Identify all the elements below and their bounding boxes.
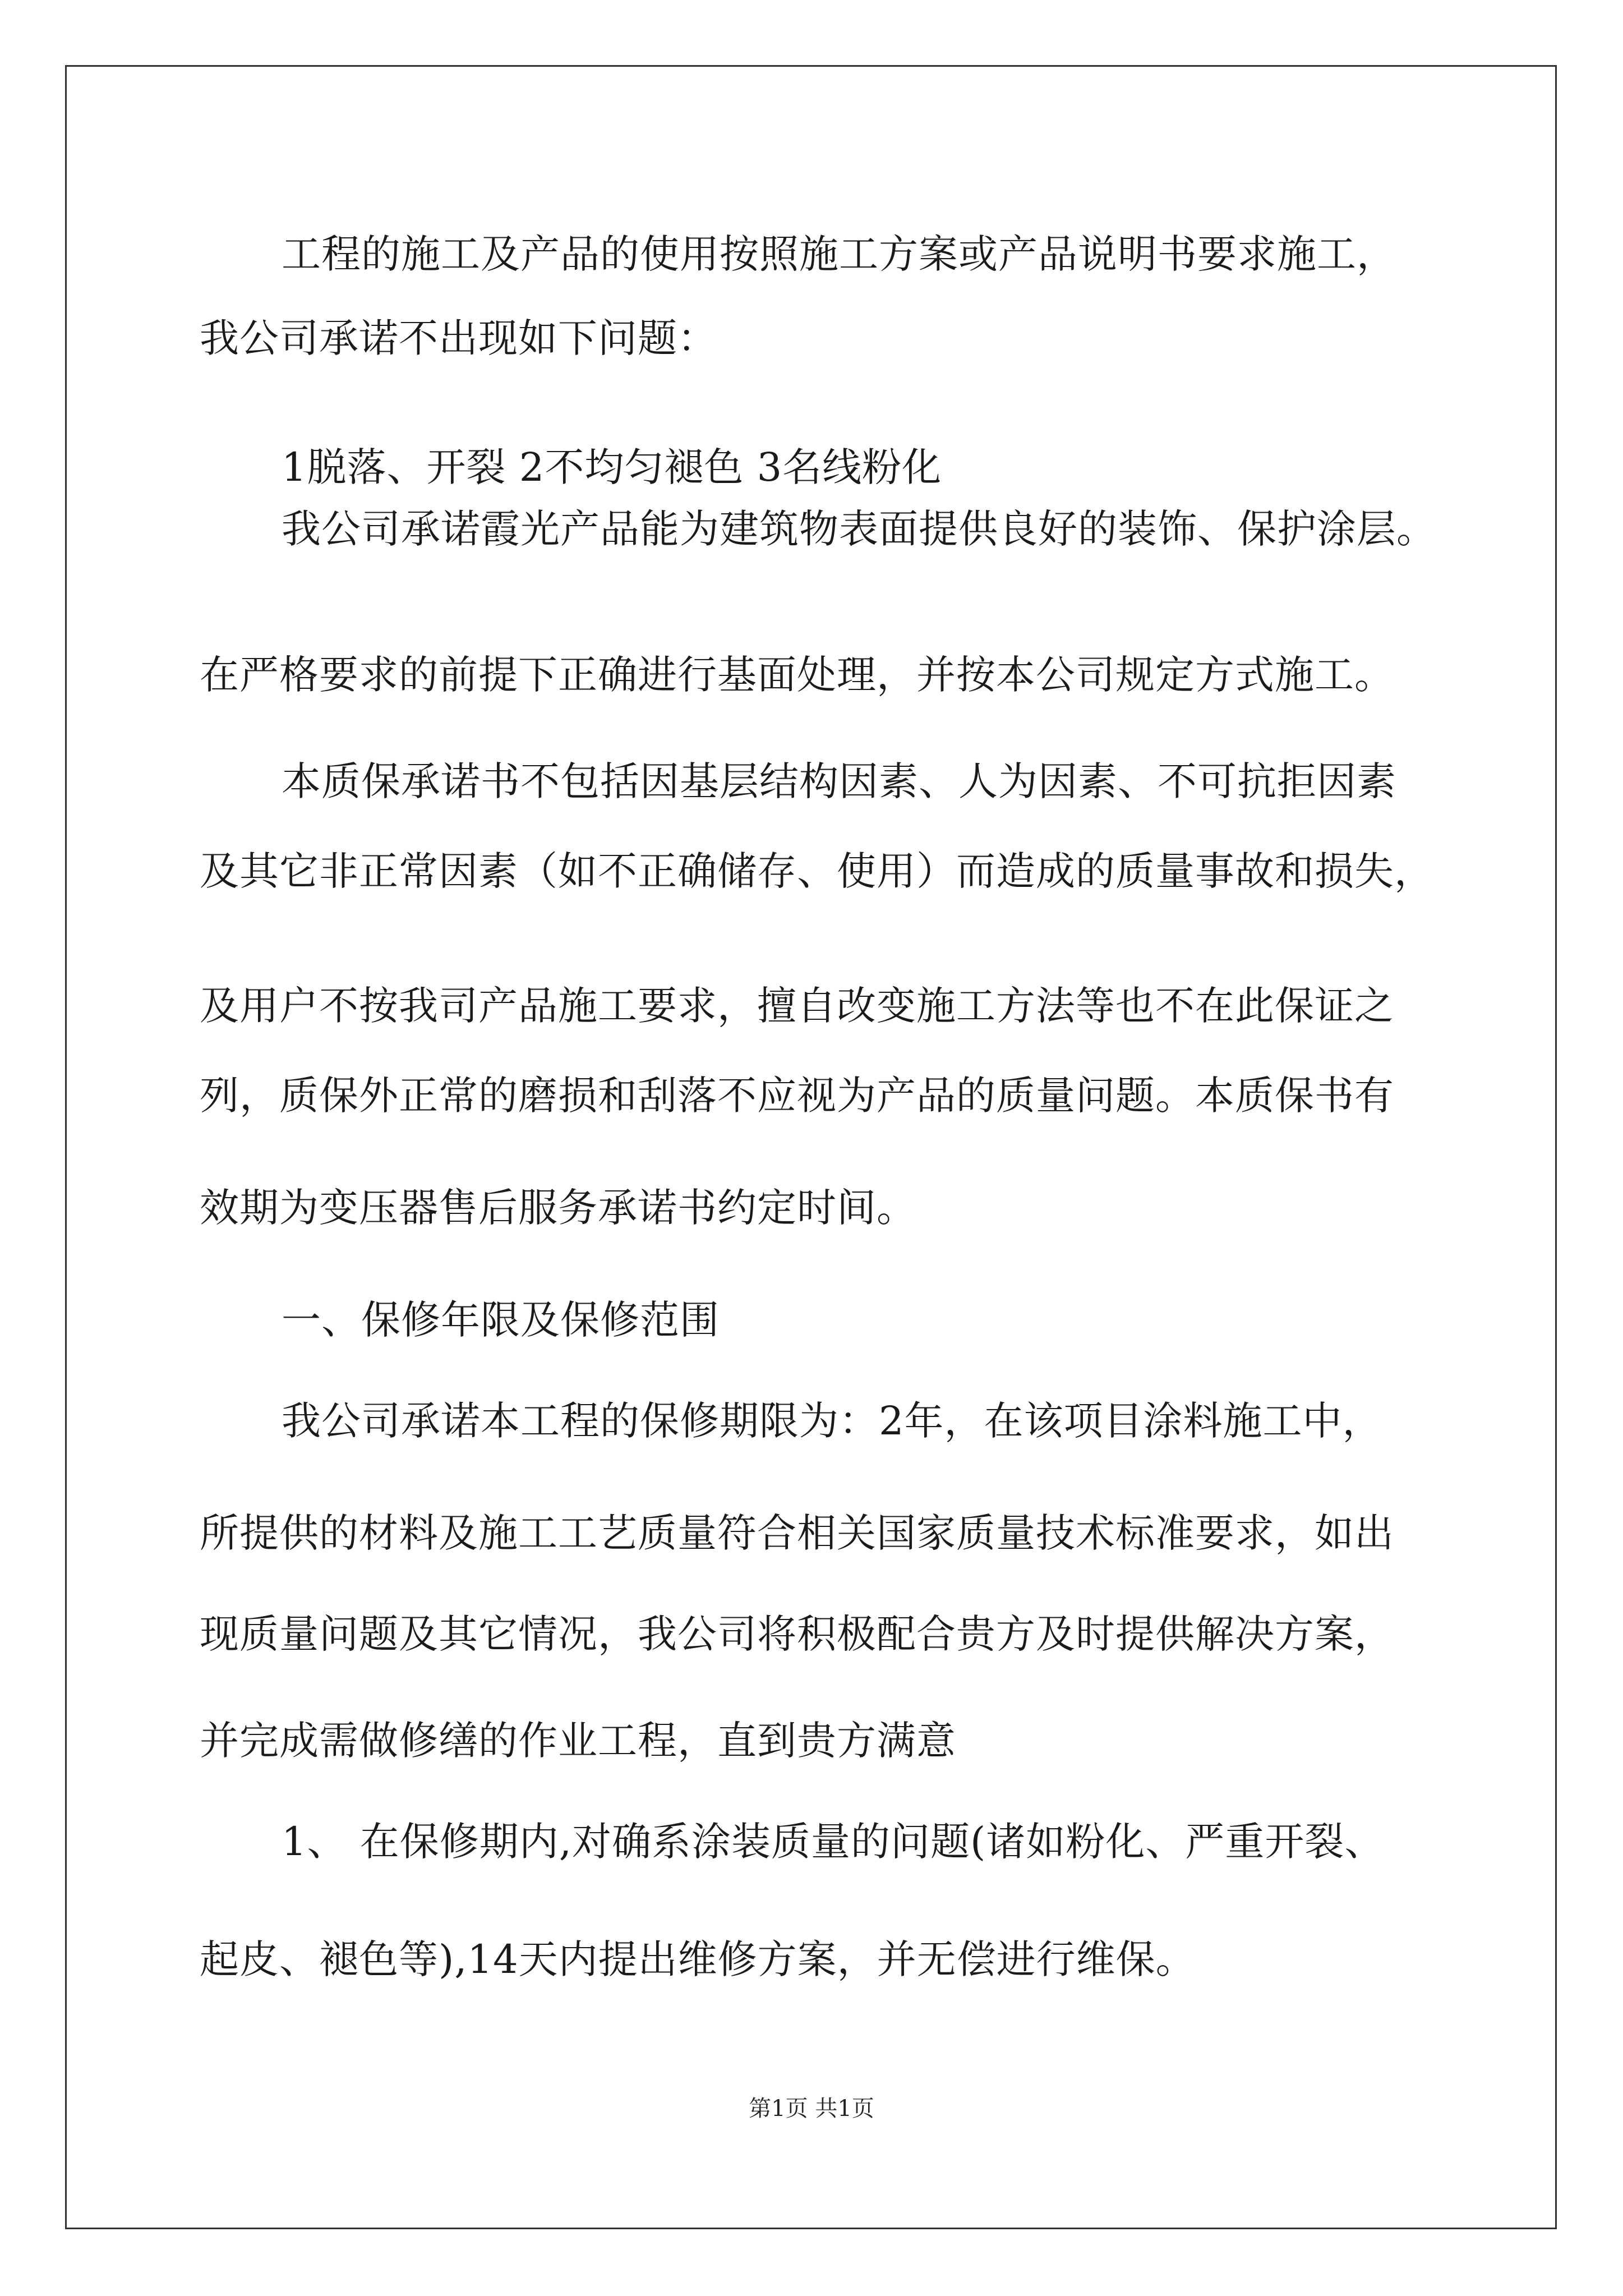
paragraph-line: 我公司承诺不出现如下问题：	[200, 315, 717, 361]
page-border	[65, 65, 1557, 2229]
paragraph-line: 我公司承诺霞光产品能为建筑物表面提供良好的装饰、保护涂层。	[282, 506, 1436, 552]
paragraph-line: 本质保承诺书不包括因基层结构因素、人为因素、不可抗拒因素	[282, 758, 1396, 804]
paragraph-line: 效期为变压器售后服务承诺书约定时间。	[200, 1185, 916, 1231]
paragraph-line: 我公司承诺本工程的保修期限为：2年，在该项目涂料施工中，	[282, 1398, 1382, 1444]
section-heading: 一、保修年限及保修范围	[282, 1297, 720, 1343]
list-item-line: 1、 在保修期内,对确系涂装质量的问题(诸如粉化、严重开裂、	[282, 1819, 1385, 1865]
paragraph-line: 1脱落、开裂 2不均匀褪色 3名线粉化	[282, 444, 942, 490]
paragraph-line: 工程的施工及产品的使用按照施工方案或产品说明书要求施工，	[282, 231, 1396, 277]
paragraph-line: 现质量问题及其它情况，我公司将积极配合贵方及时提供解决方案，	[200, 1611, 1394, 1657]
paragraph-line: 及用户不按我司产品施工要求，擅自改变施工方法等也不在此保证之	[200, 983, 1394, 1029]
paragraph-line: 并完成需做修缮的作业工程，直到贵方满意	[200, 1718, 956, 1764]
paragraph-line: 列，质保外正常的磨损和刮落不应视为产品的质量问题。本质保书有	[200, 1073, 1394, 1119]
paragraph-line: 在严格要求的前提下正确进行基面处理，并按本公司规定方式施工。	[200, 652, 1394, 698]
paragraph-line: 及其它非正常因素（如不正确储存、使用）而造成的质量事故和损失，	[200, 848, 1434, 894]
page-number-footer: 第1页 共1页	[749, 2096, 874, 2122]
list-item-line: 起皮、褪色等),14天内提出维修方案，并无偿进行维保。	[200, 1936, 1196, 1982]
paragraph-line: 所提供的材料及施工工艺质量符合相关国家质量技术标准要求，如出	[200, 1510, 1394, 1556]
